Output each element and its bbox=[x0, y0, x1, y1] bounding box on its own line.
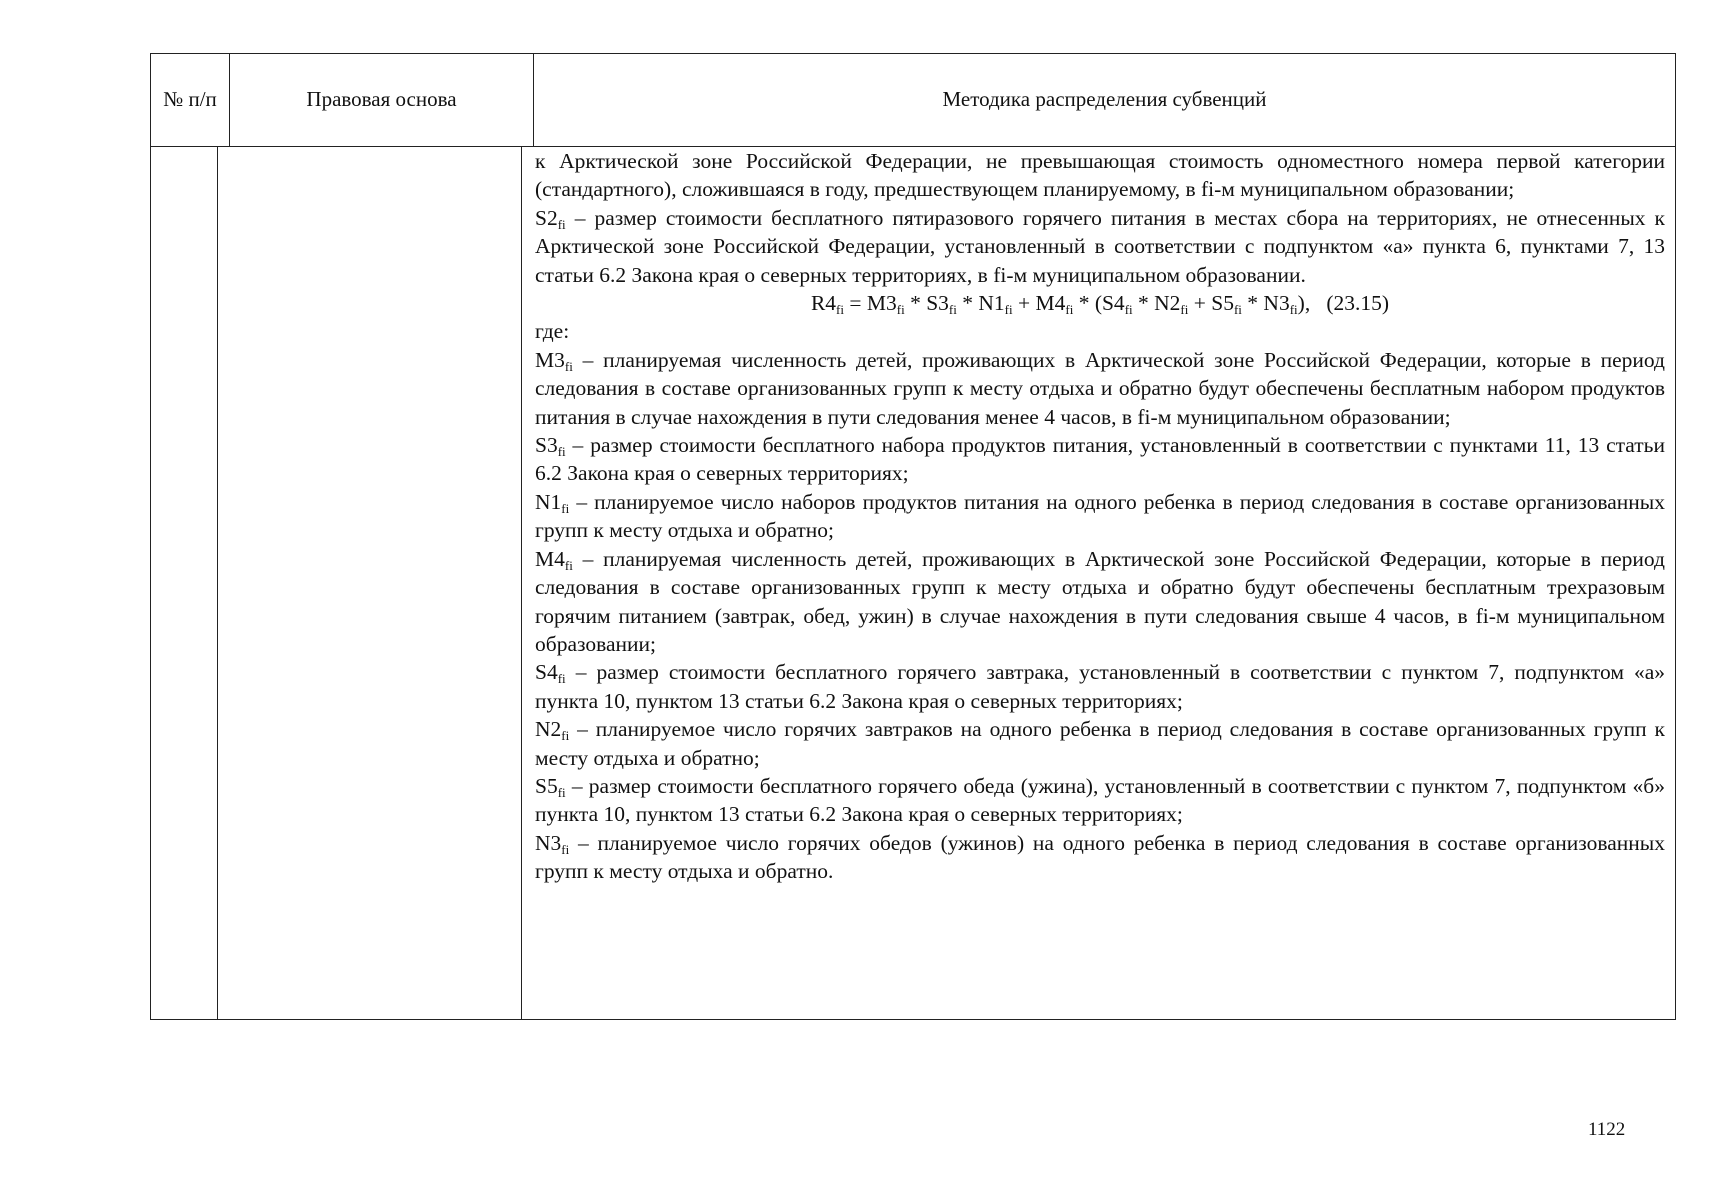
header-number: № п/п bbox=[151, 54, 230, 146]
definition-symbol: S5 bbox=[535, 773, 558, 798]
definition-text: – планируемое число наборов продуктов питания на одного ребенка в период следования в составе организованных групп к месту отдыха и обратно; bbox=[535, 489, 1665, 543]
definition-text: – планируемая численность детей, проживающих в Арктической зоне Российской Федерации, которые в период следования в составе организованных групп к месту отдыха и обратно будут обеспечены бесплатным набором продуктов питания в случае нахождения в пути следования менее 4 часов, в fi-м муниципальном образовании; bbox=[535, 347, 1665, 429]
definition-symbol: S4 bbox=[535, 660, 558, 685]
cell-methodology bbox=[522, 147, 1675, 1019]
definition-subscript: fi bbox=[557, 444, 566, 460]
definition-s2: $S2_{fi}$ – размер стоимости бесплатного пятиразового горячего питания в местах сбора на территориях, не отнесенных к Арктической зоне Российской Федерации, установленный в соответствии с подпунктом «а» пункта 6, пунктами 7, 13 статьи 6.2 Закона края о северных территориях, в fi-м муниципальном образовании. bbox=[535, 205, 1665, 287]
definition-symbol: S3 bbox=[535, 433, 558, 458]
definition-subscript: fi bbox=[561, 500, 570, 516]
paragraph-continuation: к Арктической зоне Российской Федерации, не превышающая стоимость одноместного номера первой категории (стандартного), сложившаяся в году, предшествующем планируемому, в fi-м муниципальном образовании; bbox=[535, 149, 1665, 202]
definition-s4 bbox=[535, 658, 1665, 715]
definition-m4 bbox=[535, 545, 1665, 659]
definition-m3 bbox=[535, 346, 1665, 431]
definition-text: – размер стоимости бесплатного горячего обеда (ужина), установленный в соответствии с пунктом 7, подпунктом «б» пункта 10, пунктом 13 статьи 6.2 Закона края о северных территориях; bbox=[535, 773, 1665, 827]
cell-legal-basis bbox=[218, 147, 522, 1019]
definition-symbol: N1 bbox=[535, 489, 562, 514]
definition-symbol: N3 bbox=[535, 830, 562, 855]
definition-s5 bbox=[535, 772, 1665, 829]
definition-n2 bbox=[535, 715, 1665, 772]
definition-s3 bbox=[535, 431, 1665, 488]
definition-text: – размер стоимости бесплатного набора продуктов питания, установленный в соответствии с пунктами 11, 13 статьи 6.2 Закона края о северных территориях; bbox=[535, 433, 1665, 486]
table-header-row bbox=[151, 54, 1675, 147]
definition-text: – размер стоимости бесплатного горячего завтрака, установленный в соответствии с пунктом 7, подпунктом «а» пункта 10, пунктом 13 статьи 6.2 Закона края о северных территориях; bbox=[535, 660, 1665, 713]
definitions-list bbox=[535, 346, 1665, 886]
methodology-table bbox=[150, 53, 1676, 1020]
header-methodology: Методика распределения субвенций bbox=[942, 87, 1267, 112]
definition-symbol: M4 bbox=[535, 546, 565, 571]
definition-subscript: fi bbox=[564, 358, 573, 374]
definition-subscript: fi bbox=[557, 784, 566, 800]
definition-n3 bbox=[535, 829, 1665, 886]
definition-symbol: M3 bbox=[535, 347, 565, 372]
definition-subscript: fi bbox=[564, 557, 573, 573]
definition-subscript: fi bbox=[557, 671, 566, 687]
definition-symbol: N2 bbox=[535, 717, 562, 742]
definition-text: – планируемое число горячих завтраков на одного ребенка в период следования в составе организованных групп к месту отдыха и обратно; bbox=[535, 717, 1665, 770]
definition-subscript: fi bbox=[561, 728, 570, 744]
header-legal-basis: Правовая основа bbox=[230, 54, 534, 146]
cell-number bbox=[151, 147, 218, 1019]
table-body-row bbox=[151, 147, 1675, 1019]
definition-text: – планируемая численность детей, проживающих в Арктической зоне Российской Федерации, которые в период следования в составе организованных групп к месту отдыха и обратно будут обеспечены бесплатным трехразовым горячим питанием (завтрак, обед, ужин) в случае нахождения в пути следования свыше 4 часов, в fi-м муниципальном образовании; bbox=[535, 546, 1665, 656]
definition-subscript: fi bbox=[561, 841, 570, 857]
definition-n1 bbox=[535, 488, 1665, 545]
page-number: 1122 bbox=[1588, 1119, 1626, 1140]
where-label: где: bbox=[535, 319, 570, 344]
definition-text: – планируемое число горячих обедов (ужинов) на одного ребенка в период следования в составе организованных групп к месту отдыха и обратно. bbox=[535, 830, 1665, 884]
formula-23-15: $R4_{fi} = M3_{fi} * S3_{fi} * N1_{fi} + M4_{fi} * (S4_{fi} * N2_{fi} + S5_{fi} * N3_{fi})$, (23.15) bbox=[810, 291, 1390, 318]
